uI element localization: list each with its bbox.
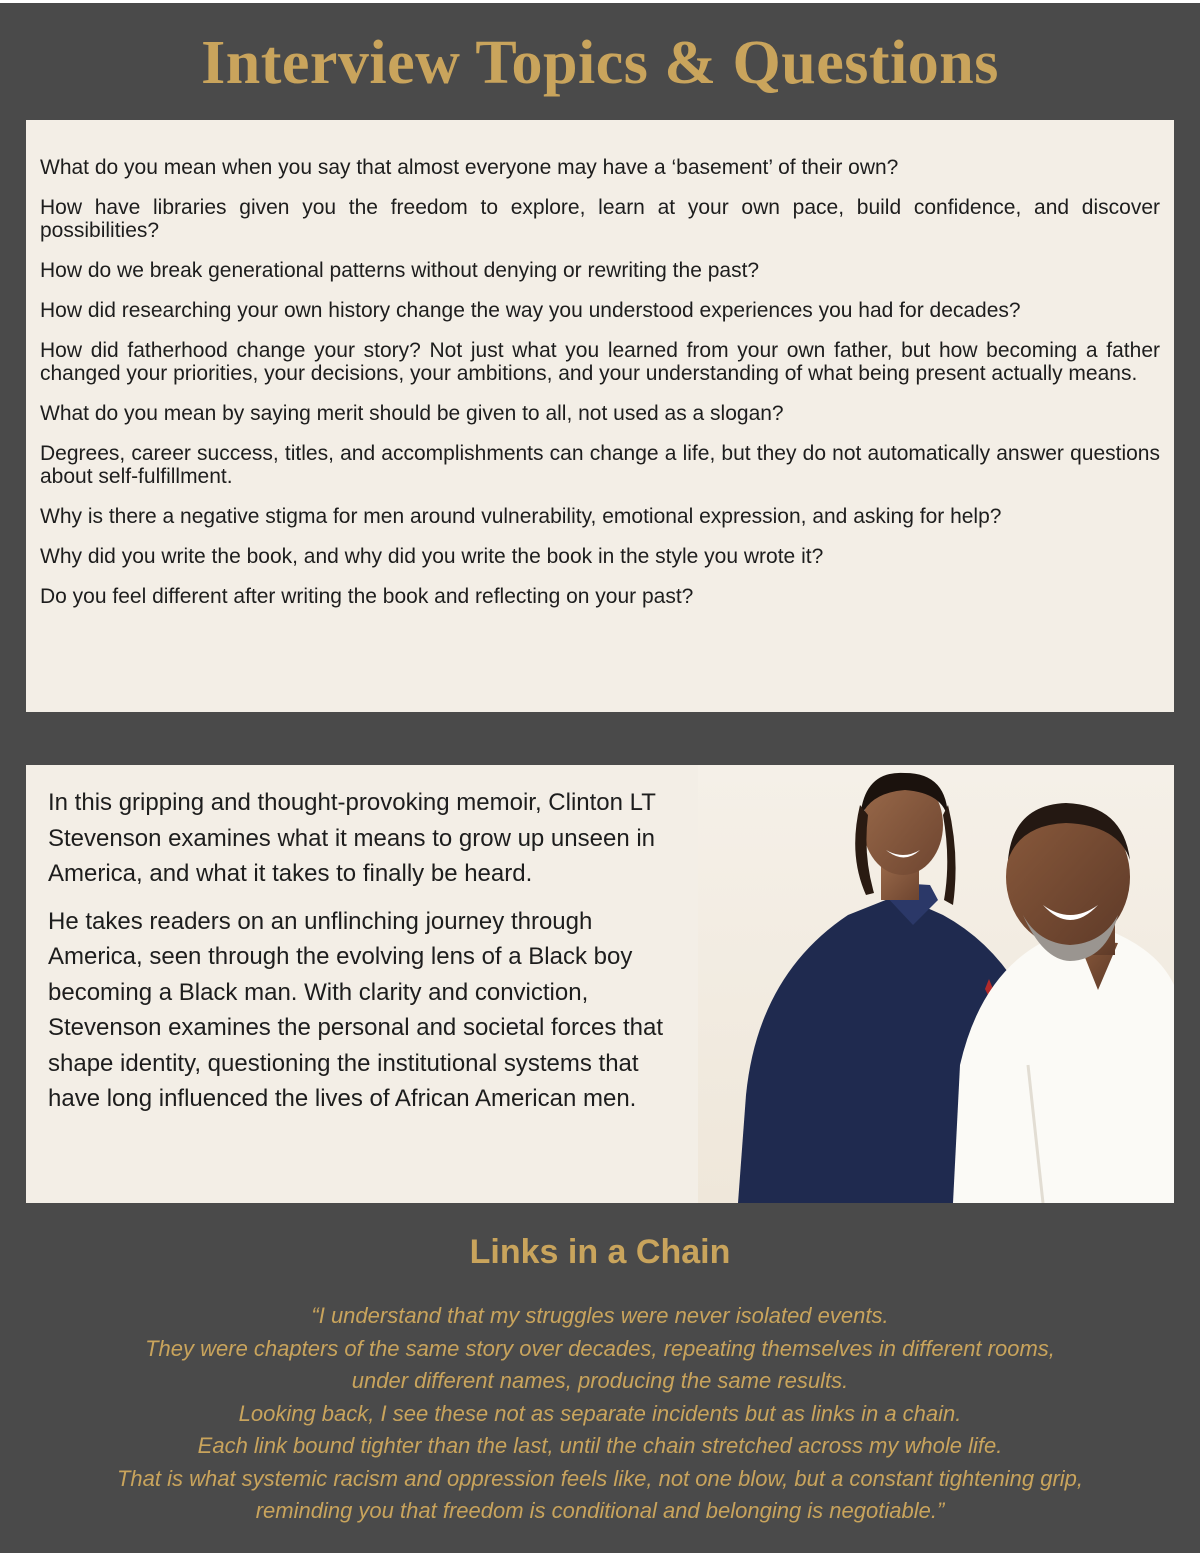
author-photo xyxy=(698,765,1174,1203)
question-item: Why is there a negative stigma for men around vulnerability, emotional expression, and asking for help? xyxy=(40,505,1002,528)
question-item: How did researching your own history change the way you understood experiences you had for decades? xyxy=(40,299,1021,322)
question-item: What do you mean by saying merit should be given to all, not used as a slogan? xyxy=(40,402,784,425)
page-title: Interview Topics & Questions xyxy=(201,29,999,97)
quote-line: Looking back, I see these not as separate incidents but as links in a chain. xyxy=(238,1400,962,1426)
section-title: Links in a Chain xyxy=(469,1233,731,1271)
chain-quote xyxy=(40,1300,1160,1528)
question-item: Do you feel different after writing the book and reflecting on your past? xyxy=(40,585,694,608)
quote-line: They were chapters of the same story over decades, repeating themselves in different rooms, xyxy=(145,1335,1055,1361)
question-item: How did fatherhood change your story? Not just what you learned from your own father, but how becoming a father changed your priorities, your decisions, your ambitions, and your understanding of what being present actually means. xyxy=(40,339,1160,385)
question-item: Degrees, career success, titles, and accomplishments can change a life, but they do not automatically answer questions about self-fulfillment. xyxy=(40,442,1160,488)
question-item: What do you mean when you say that almost everyone may have a ‘basement’ of their own? xyxy=(40,156,899,179)
question-item: Why did you write the book, and why did you write the book in the style you wrote it? xyxy=(40,545,824,568)
questions-card xyxy=(26,120,1174,712)
question-item: How have libraries given you the freedom to explore, learn at your own pace, build confidence, and discover possibilities? xyxy=(40,196,1160,242)
top-strip xyxy=(0,0,1200,3)
memoir-paragraph: In this gripping and thought-provoking memoir, Clinton LT Stevenson examines what it means to grow up unseen in America, and what it takes to finally be heard. xyxy=(48,789,656,887)
quote-line: under different names, producing the same results. xyxy=(351,1368,849,1393)
memoir-description xyxy=(48,785,673,1129)
quote-line: “I understand that my struggles were never isolated events. xyxy=(311,1303,889,1328)
memoir-paragraph: He takes readers on an unflinching journey through America, seen through the evolving lens of a Black boy becoming a Black man. With clarity and conviction, Stevenson examines the personal and societal forces that shape identity, questioning the institutional systems that have long influenced the lives of African American men. xyxy=(48,907,664,1112)
quote-line: reminding you that freedom is conditional and belonging is negotiable.” xyxy=(255,1498,945,1523)
quote-line: Each link bound tighter than the last, until the chain stretched across my whole life. xyxy=(197,1433,1003,1458)
memoir-card xyxy=(26,765,1174,1203)
quote-line: That is what systemic racism and oppression feels like, not one blow, but a constant tightening grip, xyxy=(116,1465,1084,1491)
question-item: How do we break generational patterns without denying or rewriting the past? xyxy=(40,259,760,282)
